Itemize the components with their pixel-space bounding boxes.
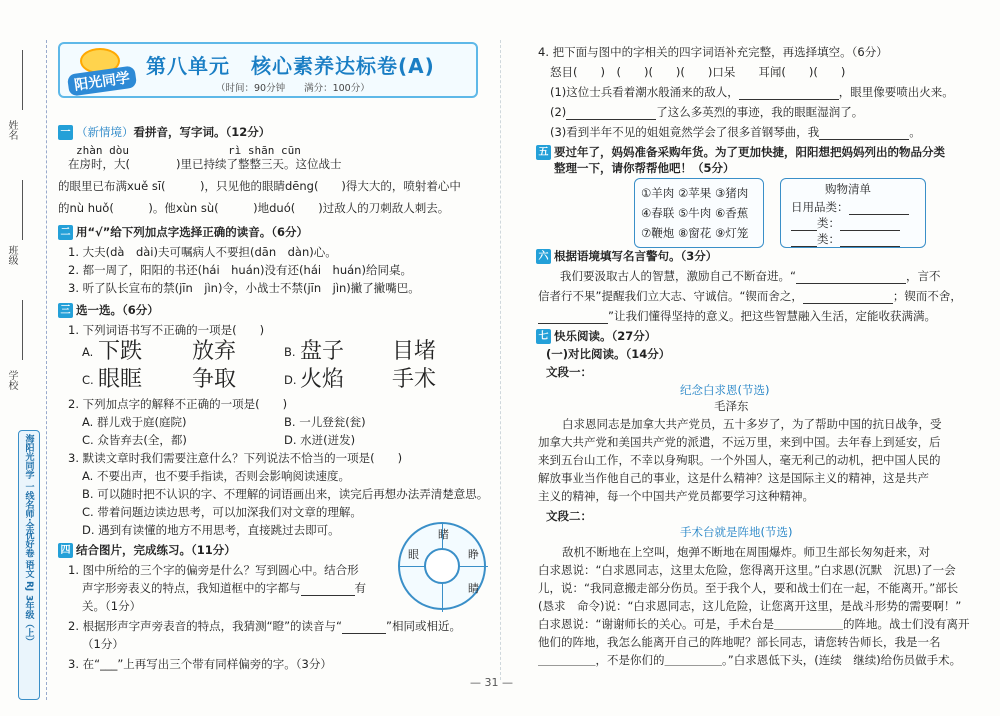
section-number: 六 xyxy=(536,249,551,264)
passage-1-line: 解放事业当作他自己的事业，这是什么精神？这是国际主义的精神，这是共产 xyxy=(538,471,929,485)
opt-a-word-1: 下跌 xyxy=(98,339,143,364)
section-3-heading xyxy=(58,302,159,318)
passage-2-line: (恳求 命令)说：“白求恩同志，这儿危险，让您离开这里，是战斗形势的需要啊！” xyxy=(538,599,962,613)
s6-line-3 xyxy=(538,308,936,324)
spine-slogan: 一线名师·全优好卷 xyxy=(23,482,34,558)
book-spine xyxy=(18,430,40,700)
s1-line-3: 的nù huǒ( )。他xùn sù( )地duó( )过敌人的刀刺敌人刺去。 xyxy=(58,201,450,215)
opt-d-word-2: 手术 xyxy=(392,367,437,392)
spine-subject: 语文 xyxy=(23,560,34,579)
items-row-1 xyxy=(641,185,748,201)
item: ⑥香蕉 xyxy=(714,206,749,220)
passage-2-line: 儿，说：“我同意搬走部分伤员。至于我个人，要和战士们在一起，不能离开。”部长 xyxy=(538,581,959,595)
section-5-heading xyxy=(536,144,945,160)
section-number: 七 xyxy=(536,329,551,344)
answer-blank[interactable] xyxy=(849,203,909,215)
r4-a xyxy=(550,84,954,100)
list-row-3 xyxy=(791,231,900,247)
list-label: 日用品类： xyxy=(791,200,849,214)
list-row-1 xyxy=(791,199,909,215)
radical-answer-circle[interactable] xyxy=(424,548,460,584)
r4-b xyxy=(550,104,863,120)
s3-q2: 2. 下列加点字的解释不正确的一项是( ) xyxy=(68,397,288,411)
s3-q3-b: B. 可以随时把不认识的字、不理解的词语画出来，读完后再想办法弄清楚意思。 xyxy=(82,487,489,501)
page-title: 第八单元 核心素养达标卷(A) xyxy=(146,54,435,78)
passage-1-line: 白求恩同志是加拿大共产党员，五十多岁了，为了帮助中国的抗日战争，受 xyxy=(562,417,942,431)
item: ④春联 xyxy=(641,206,675,220)
list-label: 类： xyxy=(817,216,840,230)
s4-q1-text: 声字形旁表义的特点，我知道框中的字都与 xyxy=(82,581,301,595)
passage-1-author: 毛泽东 xyxy=(714,399,749,413)
list-row-2 xyxy=(791,215,900,231)
section-1-heading xyxy=(58,124,270,140)
right-column xyxy=(530,0,970,716)
radical-wheel xyxy=(398,522,486,610)
item: ⑧窗花 xyxy=(677,226,712,240)
section-tag: （新情境） xyxy=(76,125,134,139)
s3-q2-c: C. 众皆弃去(全，都) xyxy=(82,433,187,447)
s3-q3-a: A. 不要出声，也不要手指读，否则会影响阅读速度。 xyxy=(82,469,350,483)
section-text: 看拼音，写字词。（12分） xyxy=(133,125,271,139)
list-label: 类： xyxy=(817,232,840,246)
r4-b-tail: 了这么多英烈的事迹，我的眼眶湿润了。 xyxy=(656,105,864,119)
opt-c-word-1: 眼眶 xyxy=(98,367,143,392)
answer-blank[interactable] xyxy=(538,312,608,324)
opt-d-letter: D. xyxy=(284,373,297,387)
r4-b-text: (2) xyxy=(550,105,567,119)
pinyin-line-1: zhàn dòu rì shān cūn xyxy=(76,144,301,157)
section-number: 一 xyxy=(58,125,73,140)
name-blank[interactable] xyxy=(22,50,23,110)
passage-1-line: 来到五台山工作，不幸以身殉职。一个外国人，毫无利己的动机，把中国人民的 xyxy=(538,453,941,467)
wheel-char-4: 睛 xyxy=(468,582,479,595)
s3-q3-d: D. 遇到有读懂的地方不用思考，直接跳过去即可。 xyxy=(82,523,340,537)
r4-c-tail: 。 xyxy=(909,125,921,139)
opt-b-word-1: 盘子 xyxy=(300,339,345,364)
r4-a-text: (1)这位士兵看着潮水般涌来的敌人， xyxy=(550,85,739,99)
section-4-heading xyxy=(58,542,236,558)
section-number: 二 xyxy=(58,225,73,240)
answer-blank[interactable] xyxy=(803,292,893,304)
s6-line-1 xyxy=(560,268,940,284)
answer-blank[interactable] xyxy=(739,88,839,100)
s3-q2-a: A. 群儿戏于庭(庭院) xyxy=(82,415,187,429)
answer-blank[interactable] xyxy=(796,272,906,284)
s4-q2-text: 2. 根据形声字声旁表音的特点，我猜测“瞪”的读音与“ xyxy=(68,619,342,633)
s1-line-2: 的眼里已布满xuě sī( )，只见他的眼睛dēng( )得大大的，喷射着心中 xyxy=(58,179,461,193)
s2-q1: 1. 大夫(dà dài)夫可嘱病人不要担(dān dàn)心。 xyxy=(68,245,337,259)
r4-c-text: (3)看到半年不见的姐姐竟然学会了很多首钢琴曲，我 xyxy=(550,125,820,139)
opt-b-word-2: 目堵 xyxy=(392,339,437,364)
r4-a-tail: ，眼里像要喷出火来。 xyxy=(838,85,954,99)
s6-tail: ，言不 xyxy=(905,269,941,283)
section-7-heading xyxy=(536,328,656,344)
answer-blank[interactable] xyxy=(342,622,386,634)
passage-1-line: 加拿大共产党和美国共产党的派遣，不远万里，来到中国。去年春上到延安，后 xyxy=(538,435,941,449)
class-blank[interactable] xyxy=(22,180,23,240)
s3-q2-d: D. 水迸(迸发) xyxy=(284,433,356,447)
exam-info: （时间：90分钟 满分：100分） xyxy=(216,83,370,94)
items-row-2 xyxy=(641,205,748,221)
s4-q1-line-d: 关。（1分） xyxy=(82,599,142,613)
items-box xyxy=(634,178,764,248)
r4-words: 怒目( ) ( )( )( )口呆 耳闻( )( ) xyxy=(550,65,846,79)
class-label: 班级 xyxy=(6,245,17,265)
opt-a-letter: A. xyxy=(82,345,94,359)
answer-blank[interactable] xyxy=(840,235,900,247)
r4-c xyxy=(550,124,921,140)
s3-q1: 1. 下列词语书写不正确的一项是( ) xyxy=(68,323,265,337)
s3-q2-b: B. 一儿登瓮(瓮) xyxy=(284,415,366,429)
section-text: 选一选。（6分） xyxy=(76,303,159,317)
s2-q2: 2. 都一周了，阳阳的书还(hái huán)没有还(hái huán)给同桌。 xyxy=(68,263,412,277)
passage-2-line: ＿＿＿＿＿，不是你们的＿＿＿＿＿。”白求恩低下头，(连续 继续)给伤员做手术。 xyxy=(538,653,962,667)
item: ⑨灯笼 xyxy=(714,226,749,240)
section-number: 五 xyxy=(536,145,551,160)
spine-edition: RJ xyxy=(24,581,34,592)
item: ①羊肉 xyxy=(641,186,675,200)
school-label: 学校 xyxy=(6,370,17,390)
cut-line xyxy=(46,40,47,700)
answer-blank[interactable] xyxy=(819,128,909,140)
opt-a-word-2: 放弃 xyxy=(192,339,237,364)
passage-2-label: 文段二： xyxy=(546,509,592,523)
opt-b-letter: B. xyxy=(284,345,296,359)
section-6-heading xyxy=(536,248,717,264)
section-5-heading-line-2: 整理一下，请你帮帮他吧！（5分） xyxy=(554,161,735,175)
binding-margin xyxy=(0,0,50,716)
passage-2-line: 白求恩说：“白求恩同志，这里太危险，您得离开这里。”白求恩(沉默 沉思)了一会 xyxy=(538,563,956,577)
answer-blank[interactable] xyxy=(791,219,817,231)
page-number: — 31 — xyxy=(470,676,513,689)
s2-q3: 3. 听了队长宣布的禁(jīn jìn)令，小战士不禁(jīn jìn)撇了撇嘴巴。 xyxy=(68,281,420,295)
passage-2-line: 敌机不断地在上空叫，炮弹不断地在周围爆炸。师卫生部长匆匆赶来，对 xyxy=(562,545,930,559)
s4-q1-line-a: 1. 图中所给的三个字的偏旁是什么？写到圆心中。结合形 xyxy=(68,563,359,577)
passage-1-label: 文段一： xyxy=(546,365,592,379)
answer-blank[interactable] xyxy=(301,584,355,596)
wheel-char-2: 睹 xyxy=(438,528,449,541)
passage-2-title: 手术台就是阵地(节选) xyxy=(680,525,793,539)
s6-text: 信者行不果”提醒我们立大志、守诚信。“锲而舍之， xyxy=(538,289,803,303)
s7-sub: (一)对比阅读。（14分） xyxy=(546,347,671,361)
r4-question: 4. 把下面与图中的字相关的四字词语补充完整，再选择填空。（6分） xyxy=(538,45,888,59)
items-row-3 xyxy=(641,225,748,241)
left-column xyxy=(52,0,489,716)
wheel-char-1: 眼 xyxy=(408,548,419,561)
item: ⑤牛肉 xyxy=(677,206,712,220)
s4-q2-score: （1分） xyxy=(82,637,124,651)
name-label: 姓名 xyxy=(6,120,17,140)
spine-brand: 海阳光同学 xyxy=(23,434,34,479)
section-number: 四 xyxy=(58,543,73,558)
section-number: 三 xyxy=(58,303,73,318)
item: ③猪肉 xyxy=(714,186,749,200)
school-blank[interactable] xyxy=(22,300,23,360)
s4-q3: 3. 在“___”上再写出三个带有同样偏旁的字。（3分） xyxy=(68,657,332,671)
passage-2-line: 白求恩说：“谢谢师长的关心。可是，手术台是＿＿＿＿＿＿的阵地。战士们没有离开 xyxy=(538,617,970,631)
answer-blank[interactable] xyxy=(566,108,656,120)
section-2-heading xyxy=(58,224,308,240)
title-banner xyxy=(58,42,478,98)
s6-tail: ；锲而不舍， xyxy=(892,289,962,303)
opt-d-word-1: 火焰 xyxy=(300,367,345,392)
shopping-list xyxy=(780,178,926,248)
list-title: 购物清单 xyxy=(825,182,871,196)
s4-q1-line-b xyxy=(82,580,366,596)
item: ②苹果 xyxy=(677,186,712,200)
section-text: 根据语境填写名言警句。（3分） xyxy=(554,249,718,263)
s4-q1-tail: 有 xyxy=(354,581,366,595)
answer-blank[interactable] xyxy=(840,219,900,231)
passage-1-title: 纪念白求恩(节选) xyxy=(680,383,770,397)
section-text: 结合图片，完成练习。（11分） xyxy=(76,543,236,557)
section-text: 要过年了，妈妈准备采购年货。为了更加快捷，阳阳想把妈妈列出的物品分类 xyxy=(554,145,945,159)
section-text: 用“√”给下列加点字选择正确的读音。（6分） xyxy=(76,225,309,239)
passage-2-line: 他们的阵地，我怎么能离开自己的阵地呢？部长同志，请您转告师长，我是一名 xyxy=(538,635,941,649)
brand-logo xyxy=(66,48,138,92)
s1-line-1: 在房时，大( )里已持续了整整三天。这位战士 xyxy=(68,157,342,171)
opt-c-letter: C. xyxy=(82,373,94,387)
spine-grade: 3年级（上） xyxy=(23,594,34,646)
answer-blank[interactable] xyxy=(791,235,817,247)
s6-text: 我们要汲取古人的智慧，激励自己不断奋进。“ xyxy=(560,269,796,283)
s4-q2-line xyxy=(68,618,461,634)
s3-q3-c: C. 带着问题边读边思考，可以加深我们对文章的理解。 xyxy=(82,505,362,519)
column-divider xyxy=(500,40,501,680)
s3-q3: 3. 默读文章时我们需要注意什么？下列说法不恰当的一项是( ) xyxy=(68,451,403,465)
opt-c-word-2: 争取 xyxy=(192,367,237,392)
s4-q2-tail: ”相同或相近。 xyxy=(386,619,461,633)
s6-line-2 xyxy=(538,288,962,304)
passage-1-line: 主义的精神，每一个中国共产党员都要学习这种精神。 xyxy=(538,489,814,503)
item: ⑦鞭炮 xyxy=(641,226,675,240)
wheel-char-3: 睁 xyxy=(468,548,479,561)
s6-text: ”让我们懂得坚持的意义。把这些智慧融入生活，定能收获满满。 xyxy=(608,309,936,323)
logo-text: 阳光同学 xyxy=(67,65,137,96)
section-text: 快乐阅读。（27分） xyxy=(554,329,657,343)
